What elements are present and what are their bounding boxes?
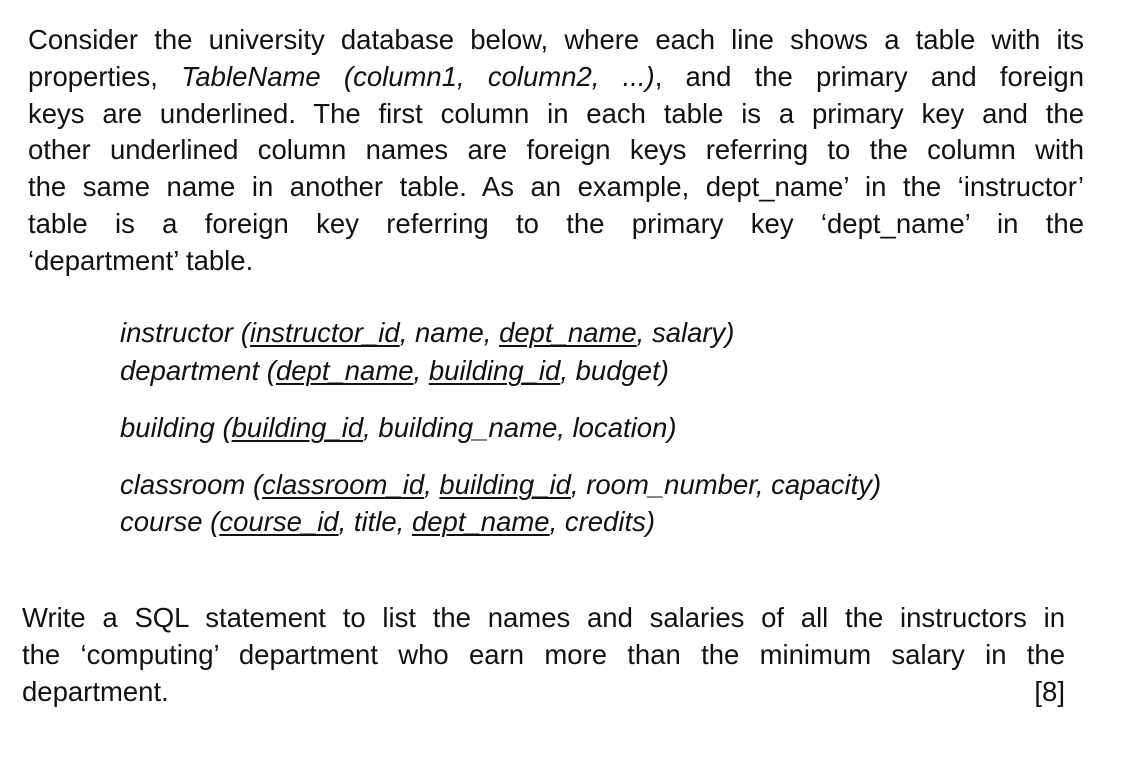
punct: ( (202, 506, 220, 537)
intro-line (28, 59, 1084, 96)
intro-text: table is a foreign key referring to the primary key ‘dept_name’ in the (28, 207, 1084, 239)
table-name: building (120, 412, 215, 443)
schema-classroom (120, 466, 881, 503)
punct: ( (214, 412, 232, 443)
intro-text: other underlined column names are foreign keys referring to the column with (28, 134, 1084, 166)
column-text: , room_number, capacity) (570, 469, 882, 500)
column-text: , name, (399, 317, 500, 348)
intro-line (28, 22, 1084, 59)
punct: ( (233, 317, 250, 348)
question-text: department. (22, 675, 169, 707)
question-line (22, 674, 1065, 711)
column-text: , (424, 469, 440, 500)
foreign-key: dept_name (499, 317, 637, 348)
question-line: the ‘computing’ department who earn more than the minimum salary in the (22, 638, 1065, 670)
intro-line (28, 206, 1084, 243)
table-name: department (120, 355, 260, 386)
schema-instructor (120, 314, 734, 351)
primary-key: building_id (231, 412, 364, 443)
primary-key: dept_name (275, 355, 414, 386)
intro-paragraph (28, 22, 1084, 280)
intro-text: , and the primary and foreign (654, 60, 1084, 92)
punct: ( (245, 469, 263, 500)
intro-line (28, 169, 1084, 206)
intro-line (28, 132, 1084, 169)
primary-key: instructor_id (249, 317, 400, 348)
foreign-key: dept_name (411, 506, 550, 537)
column-text: , salary) (636, 317, 735, 348)
column-text: , credits) (549, 506, 656, 537)
intro-italic-text: TableName (column1, column2, ...) (181, 60, 655, 92)
intro-text: properties, (28, 60, 182, 92)
foreign-key: building_id (428, 355, 561, 386)
column-text: , (413, 355, 429, 386)
intro-text: Consider the university database below, where each line shows a table with its (28, 24, 1084, 55)
punct: ( (259, 355, 276, 386)
intro-text: ‘department’ table. (28, 244, 254, 276)
foreign-key: building_id (439, 469, 571, 500)
schema-department (120, 352, 669, 389)
question-paragraph (22, 600, 1065, 710)
question-line: Write a SQL statement to list the names and salaries of all the instructors in (22, 602, 1065, 633)
schema-building (120, 409, 677, 446)
column-text: , building_name, location) (363, 412, 677, 443)
column-text: , budget) (560, 355, 669, 386)
schema-course (120, 503, 655, 540)
table-name: instructor (120, 317, 234, 348)
table-name: classroom (120, 469, 246, 500)
table-name: course (120, 506, 203, 537)
intro-text: keys are underlined. The first column in each table is a primary key and the (28, 97, 1084, 129)
column-text: , title, (338, 506, 412, 537)
intro-line (28, 96, 1084, 133)
marks-label: [8] (1034, 675, 1065, 707)
intro-line (28, 243, 1084, 280)
intro-text: the same name in another table. As an example, dept_name’ in the ‘instructor’ (28, 171, 1084, 203)
primary-key: classroom_id (262, 469, 425, 500)
primary-key: course_id (219, 506, 339, 537)
